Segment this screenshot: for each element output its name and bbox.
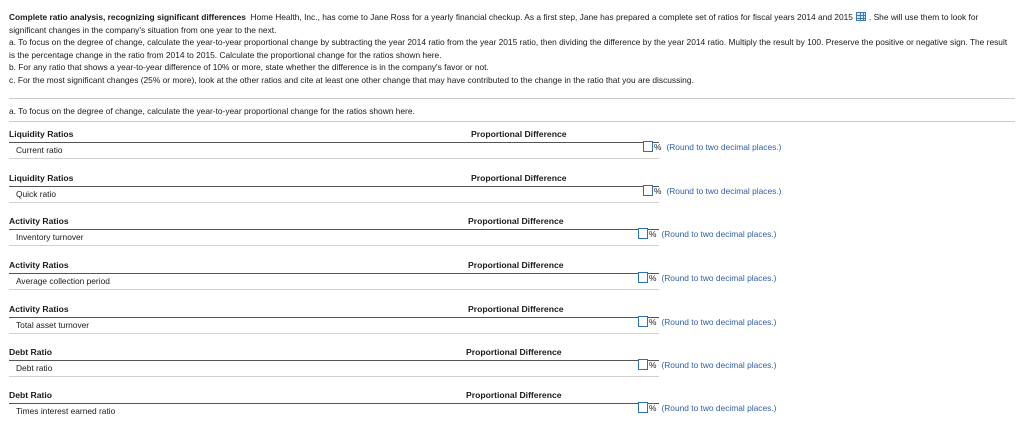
- section-title: Liquidity Ratios: [9, 129, 74, 139]
- percent-sign: %: [654, 185, 662, 196]
- percent-sign: %: [649, 359, 657, 370]
- ratio-label: Average collection period: [16, 276, 110, 286]
- answer-group: [638, 358, 776, 371]
- times-interest-earned-input[interactable]: [638, 402, 648, 413]
- percent-sign: %: [654, 141, 662, 152]
- answer-group: [638, 227, 776, 240]
- ratio-section: [9, 173, 1015, 213]
- row-divider: [9, 289, 659, 290]
- round-hint: (Round to two decimal places.): [666, 185, 782, 196]
- round-hint: (Round to two decimal places.): [661, 402, 777, 413]
- round-hint: (Round to two decimal places.): [661, 272, 777, 283]
- row-divider: [9, 245, 659, 246]
- percent-sign: %: [649, 272, 657, 283]
- row-divider: [9, 202, 659, 203]
- divider: [9, 98, 1015, 99]
- ratio-section: [9, 347, 1015, 387]
- section-title: Activity Ratios: [9, 260, 69, 270]
- column-header: Proportional Difference: [466, 347, 562, 357]
- ratio-section: [9, 260, 1015, 300]
- ratio-section: [9, 304, 1015, 344]
- intro-text: Home Health, Inc., has come to Jane Ross for a yearly financial checkup. As a first step, Jane has prepared a complete set of ratios for fiscal years 2014 and 2015: [250, 12, 853, 22]
- round-hint: (Round to two decimal places.): [661, 316, 777, 327]
- row-divider: [9, 376, 659, 377]
- answer-group: [638, 401, 776, 414]
- percent-sign: %: [649, 228, 657, 239]
- divider: [9, 121, 1015, 122]
- round-hint: (Round to two decimal places.): [661, 228, 777, 239]
- column-header: Proportional Difference: [471, 129, 567, 139]
- row-divider: [9, 333, 659, 334]
- part-a-label: a. To focus on the degree of change, calculate the year-to-year proportional change for the ratios shown here.: [9, 106, 415, 116]
- ratio-label: Current ratio: [16, 145, 63, 155]
- column-header: Proportional Difference: [471, 173, 567, 183]
- section-title: Activity Ratios: [9, 216, 69, 226]
- percent-sign: %: [649, 316, 657, 327]
- total-asset-turnover-input[interactable]: [638, 316, 648, 327]
- column-header: Proportional Difference: [468, 304, 564, 314]
- ratio-label: Quick ratio: [16, 189, 57, 199]
- column-header: Proportional Difference: [466, 390, 562, 400]
- round-hint: (Round to two decimal places.): [666, 141, 782, 152]
- answer-group: [643, 184, 781, 197]
- intro-paragraph: [9, 11, 1015, 36]
- data-table-icon[interactable]: [856, 12, 866, 21]
- ratio-label: Times interest earned ratio: [16, 406, 116, 416]
- ratio-label: Inventory turnover: [16, 232, 84, 242]
- quick-ratio-input[interactable]: [643, 185, 653, 196]
- intro-text-continued: . She will use them to look for significant changes in the company's situation from one year to the next.: [9, 12, 979, 35]
- ratio-section: [9, 390, 1015, 430]
- current-ratio-input[interactable]: [643, 141, 653, 152]
- average-collection-period-input[interactable]: [638, 272, 648, 283]
- answer-group: [643, 140, 781, 153]
- ratio-section: [9, 129, 1015, 169]
- instruction-c: c. For the most significant changes (25% or more), look at the other ratios and cite at least one other change that may have contributed to the change in the ratio that you are discussing.: [9, 74, 694, 85]
- ratio-section: [9, 216, 1015, 256]
- section-title: Debt Ratio: [9, 347, 52, 357]
- debt-ratio-input[interactable]: [638, 359, 648, 370]
- section-title: Liquidity Ratios: [9, 173, 74, 183]
- column-header: Proportional Difference: [468, 216, 564, 226]
- ratio-label: Debt ratio: [16, 363, 53, 373]
- percent-sign: %: [649, 402, 657, 413]
- section-title: Activity Ratios: [9, 304, 69, 314]
- instruction-a: a. To focus on the degree of change, calculate the year-to-year proportional change by subtracting the year 2014 ratio from the year 2015 ratio, then dividing the difference by the year 2014 ratio. Multiply the result by 100. Preserve the positive or negative sign. The result is the percentage change in the ratio from 2014 to 2015. Calculate the proportional change for the ratios shown here.: [9, 37, 1008, 60]
- answer-group: [638, 315, 776, 328]
- round-hint: (Round to two decimal places.): [661, 359, 777, 370]
- instruction-b: b. For any ratio that shows a year-to-year difference of 10% or more, state whether the difference is in the company's favor or not.: [9, 62, 489, 73]
- problem-title: Complete ratio analysis, recognizing significant differences: [9, 12, 246, 22]
- column-header: Proportional Difference: [468, 260, 564, 270]
- inventory-turnover-input[interactable]: [638, 228, 648, 239]
- problem-intro: [9, 11, 1015, 87]
- section-title: Debt Ratio: [9, 390, 52, 400]
- row-divider: [9, 158, 659, 159]
- ratio-label: Total asset turnover: [16, 320, 90, 330]
- answer-group: [638, 271, 776, 284]
